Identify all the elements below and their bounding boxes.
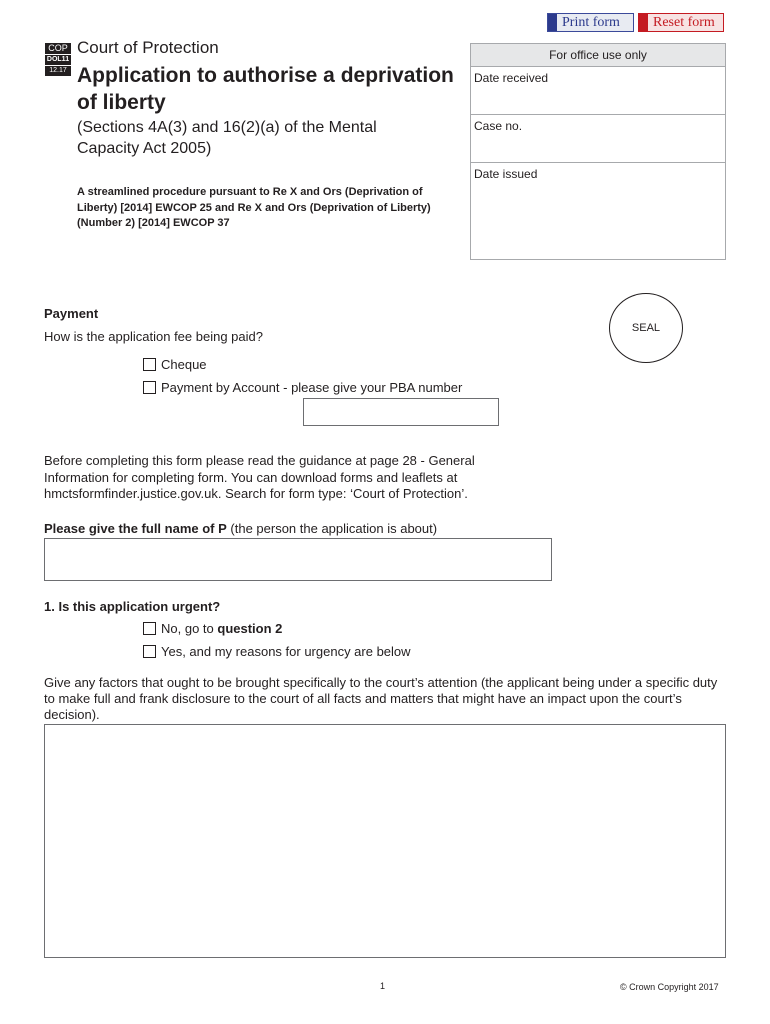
copyright-notice: © Crown Copyright 2017 <box>620 982 719 992</box>
date-issued-label: Date issued <box>474 167 538 181</box>
seal-circle <box>609 293 683 363</box>
date-received-label: Date received <box>474 71 549 85</box>
date-issued-field <box>471 163 725 259</box>
date-received-field <box>471 67 725 115</box>
full-name-question <box>44 521 437 536</box>
payment-by-account-checkbox[interactable] <box>143 381 156 394</box>
pba-number-input[interactable] <box>303 398 499 426</box>
urgent-yes-checkbox[interactable] <box>143 645 156 658</box>
case-no-field <box>471 115 725 163</box>
reset-form-button[interactable]: Reset form <box>638 13 724 32</box>
full-name-label-rest: (the person the application is about) <box>226 521 438 536</box>
form-code-badge: DOL11 <box>46 56 70 63</box>
form-prefix-badge: COP <box>45 43 71 54</box>
page-number: 1 <box>380 981 386 991</box>
urgent-no-label-prefix: No, go to <box>161 621 218 636</box>
print-form-button[interactable]: Print form <box>547 13 634 32</box>
urgent-no-label <box>161 621 282 636</box>
seal-label: SEAL <box>631 322 661 334</box>
question-1-label: 1. Is this application urgent? <box>44 599 221 614</box>
urgent-no-label-bold: question 2 <box>217 621 283 636</box>
form-date-badge: 12.17 <box>45 66 71 76</box>
cheque-checkbox[interactable] <box>143 358 156 371</box>
full-name-input[interactable] <box>44 538 552 581</box>
form-title: Application to authorise a deprivation of liberty <box>77 64 454 114</box>
fee-question: How is the application fee being paid? <box>44 329 263 344</box>
case-no-label: Case no. <box>474 119 523 133</box>
factors-prompt: Give any factors that ought to be brought specifically to the court’s attention (the applicant being under a specific duty to make full and frank disclosure to the court of all facts and matters that might have an impact upon the court’s decision). <box>44 675 718 722</box>
urgency-factors-textarea[interactable] <box>44 724 726 958</box>
payment-heading: Payment <box>44 306 99 321</box>
court-name: Court of Protection <box>77 38 219 57</box>
form-subtitle: (Sections 4A(3) and 16(2)(a) of the Mental Capacity Act 2005) <box>77 119 377 157</box>
office-use-heading: For office use only <box>471 44 725 67</box>
urgent-yes-label: Yes, and my reasons for urgency are below <box>161 644 411 659</box>
cheque-label: Cheque <box>161 357 207 372</box>
full-name-label-bold: Please give the full name of P <box>44 521 227 536</box>
guidance-text: Before completing this form please read the guidance at page 28 - General Information for completing form. You can download forms and leaflets at hmctsformfinder.justice.gov.uk. Search for form type: ‘Court of Protection’. <box>44 453 475 501</box>
office-use-box <box>470 43 726 260</box>
urgent-no-checkbox[interactable] <box>143 622 156 635</box>
streamlined-procedure-note: A streamlined procedure pursuant to Re X and Ors (Deprivation of Liberty) [2014] EWCOP 25 and Re X and Ors (Deprivation of Liberty)(Number 2) [2014] EWCOP 37 <box>77 186 431 229</box>
payment-by-account-label: Payment by Account - please give your PBA number <box>161 380 463 395</box>
